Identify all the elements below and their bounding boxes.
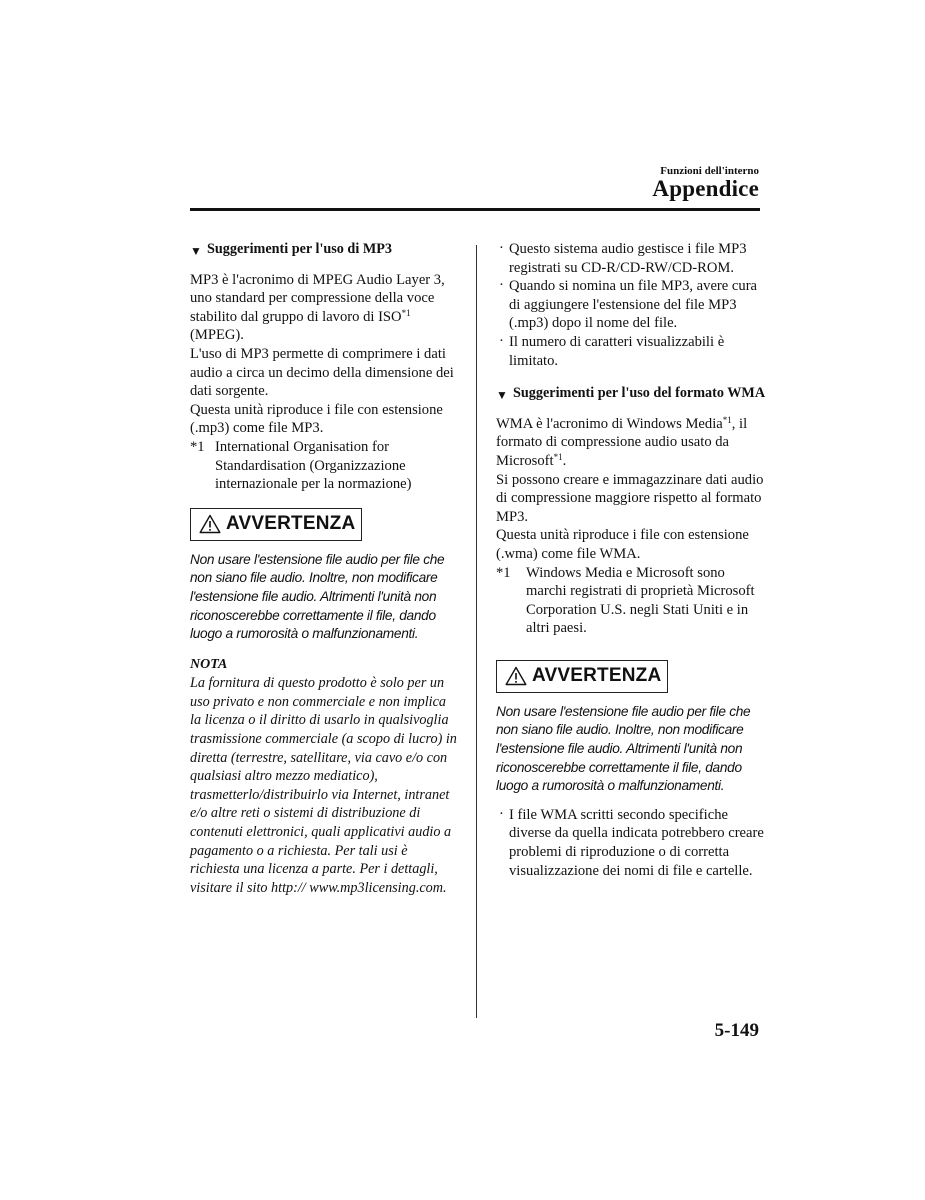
mp3-p1-text: MP3 è l'acronimo di MPEG Audio Layer 3, uno standard per compressione della voce stabilito dal gruppo di lavoro di ISO [190, 271, 445, 325]
list-item-text: Questo sistema audio gestisce i file MP3 registrati su CD-R/CD-RW/CD-ROM. [509, 241, 747, 276]
page-title: Appendice [652, 176, 759, 201]
list-item-text: I file WMA scritti secondo specifiche diverse da quella indicata potrebbero creare problemi di riproduzione o di corretta visualizzazione dei nomi di file e cartelle. [509, 806, 764, 879]
mp3-paragraph-1 [190, 271, 460, 345]
wma-intro [496, 415, 766, 638]
mp3-heading [190, 240, 460, 259]
footnote-text: Windows Media e Microsoft sono marchi registrati di proprietà Microsoft Corporation U.S. negli Stati Uniti e in altri paesi. [526, 564, 755, 637]
wma-bullets [496, 806, 766, 880]
header-rule [190, 208, 760, 211]
list-item: · Il numero di caratteri visualizzabili è limitato. [499, 332, 725, 369]
footnote-ref: *1 [401, 307, 411, 318]
list-item-text: Il numero di caratteri visualizzabili è limitato. [509, 333, 725, 369]
wma-footnote [496, 564, 766, 638]
warning-box [496, 660, 668, 693]
mp3-heading-text: Suggerimenti per l'uso di MP3 [207, 241, 392, 257]
wma-paragraph-3: Questa unità riproduce i file con estensione (.wma) come file WMA. [496, 527, 749, 562]
right-column [496, 240, 766, 880]
wma-p1-b: , il formato di compressione audio usato da Microsoft [496, 415, 748, 469]
mp3-paragraph-3: Questa unità riproduce i file con estensione (.mp3) come file MP3. [190, 401, 443, 437]
list-item: · Questo sistema audio gestisce i file MP3 registrati su CD-R/CD-RW/CD-ROM. [499, 240, 747, 276]
footnote-ref: *1 [722, 414, 732, 425]
footnote-mark: *1 [496, 564, 511, 581]
footnote-mark: *1 [190, 438, 205, 455]
wma-heading [496, 384, 766, 403]
list-item: · Quando si nomina un file MP3, avere cura di aggiungere l'estensione del file MP3 (.mp3) dopo il nome del file. [499, 277, 758, 332]
warning-label: AVVERTENZA [226, 512, 356, 534]
list-item: · I file WMA scritti secondo specifiche diverse da quella indicata potrebbero creare problemi di riproduzione o di corretta visualizzazione dei nomi di file e cartelle. [499, 805, 764, 879]
warning-box [190, 508, 362, 541]
wma-paragraph-1 [496, 415, 766, 471]
wma-heading-text: Suggerimenti per l'uso del formato WMA [513, 385, 766, 402]
warning-triangle-icon [199, 514, 221, 534]
wma-p1-a: WMA è l'acronimo di Windows Media [496, 415, 723, 432]
section-label: Funzioni dell'interno [660, 165, 759, 177]
column-divider [476, 245, 477, 1018]
mp3-paragraph-2: L'uso di MP3 permette di comprimere i dati audio a circa un decimo della dimensione dei dati sorgente. [190, 345, 454, 400]
warning-text: Non usare l'estensione file audio per file che non siano file audio. Inoltre, non modificare l'estensione file audio. Altrimenti l'unità non riconoscerebbe correttamente il file, dando luogo a rumorosità o malfunzionamenti. [190, 551, 445, 642]
list-item-text: Quando si nomina un file MP3, avere cura di aggiungere l'estensione del file MP3 (.mp3) dopo il nome del file. [509, 278, 758, 332]
footnote-ref: *1 [553, 451, 563, 462]
mp3-footnote [190, 438, 460, 494]
triangle-down-icon: ▼ [496, 388, 508, 403]
note-text: La fornitura di questo prodotto è solo per un uso privato e non commerciale e non implica la licenza o il diritto di usarlo in qualsivoglia trasmissione commerciale (a scopo di lucro) in diretta (terrestre, satellitare, via cavo e/o con qualsiasi altro mezzo mediatico), trasmetterlo/distribuirlo via Internet, intranet e/o altre reti o sistemi di distribuzione di contenuti elettronici, quali applicativi audio a pagamento o a richiesta. Per tali usi è richiesta una licenza a parte. Per i dettagli, visitare il sito http:// www.mp3licensing.com. [190, 675, 457, 896]
page-number: 5-149 [714, 1020, 759, 1041]
triangle-down-icon: ▼ [190, 244, 202, 258]
warning-text: Non usare l'estensione file audio per file che non siano file audio. Inoltre, non modificare l'estensione file audio. Altrimenti l'unità non riconoscerebbe correttamente il file, dando luogo a rumorosità o malfunzionamenti. [496, 703, 751, 794]
warning-label: AVVERTENZA [532, 665, 662, 687]
note-title: NOTA [190, 656, 228, 672]
mp3-bullets [496, 240, 766, 370]
wma-p1-c: . [562, 452, 567, 469]
wma-paragraph-2: Si possono creare e immagazzinare dati audio di compressione maggiore rispetto al formato MP3. [496, 471, 764, 525]
warning-triangle-icon [505, 666, 527, 686]
footnote-text: International Organisation for Standardisation (Organizzazione internazionale per la normazione) [215, 438, 412, 493]
left-column [190, 240, 460, 897]
mp3-p1-text-end: (MPEG). [190, 327, 244, 344]
mp3-intro [190, 271, 460, 494]
